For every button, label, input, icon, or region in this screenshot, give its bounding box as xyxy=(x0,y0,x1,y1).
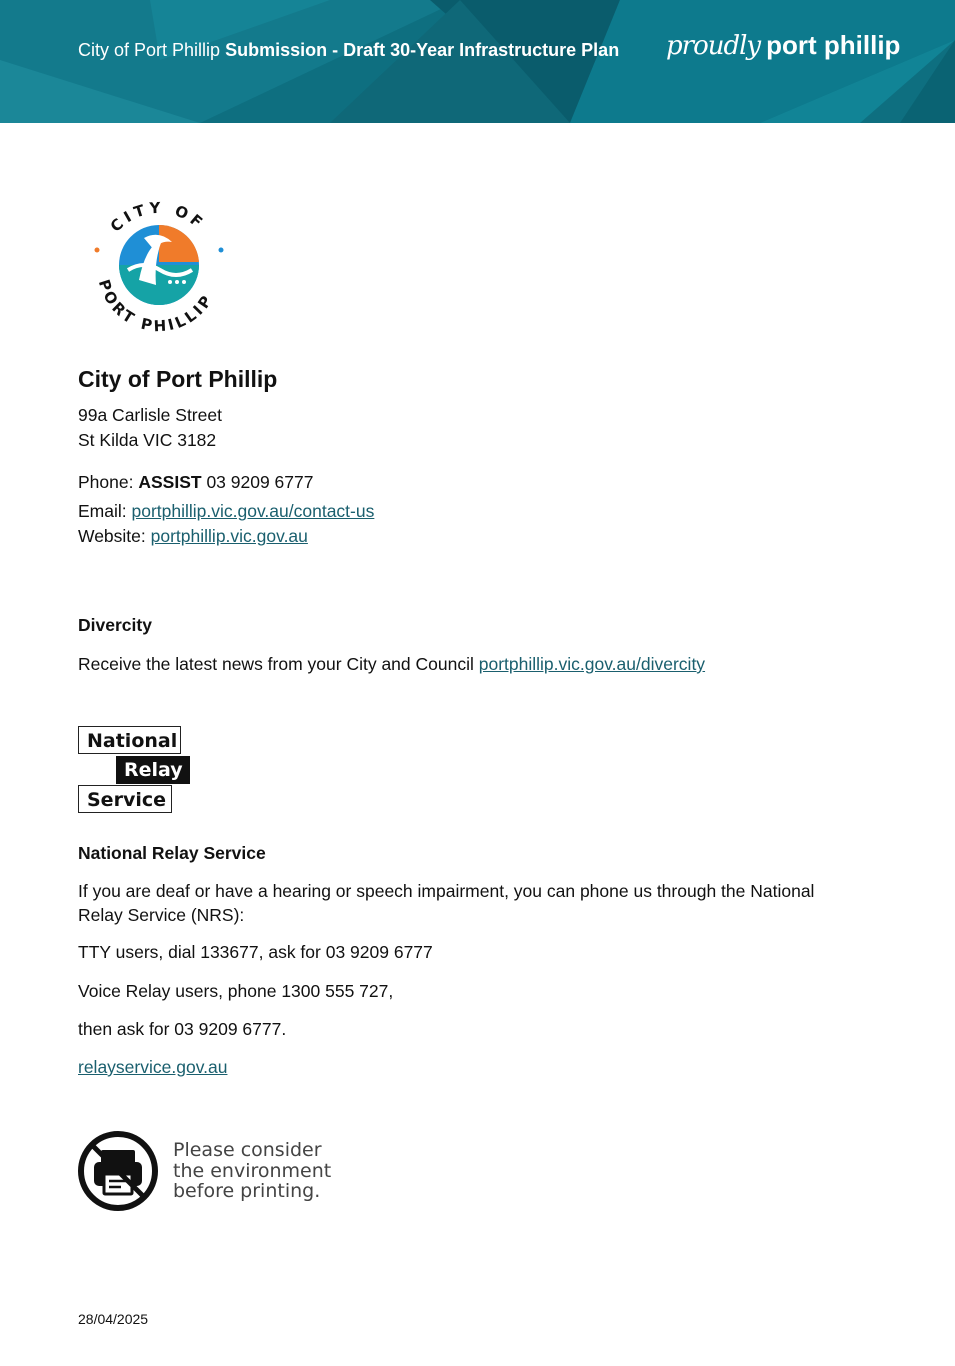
brand-bold: port phillip xyxy=(766,30,901,60)
phone-line xyxy=(78,472,314,493)
org-name: City of Port Phillip xyxy=(78,366,278,392)
svg-text:CITY OF: CITY OF xyxy=(106,198,209,236)
brand-wordmark xyxy=(666,30,900,61)
title-org: City of Port Phillip xyxy=(78,40,221,60)
nrs-logo xyxy=(78,726,198,818)
divercity-link[interactable]: portphillip.vic.gov.au/divercity xyxy=(478,654,706,674)
phone-assist: ASSIST xyxy=(138,472,202,492)
nrs-then: then ask for 03 9209 6777. xyxy=(78,1019,287,1039)
relay-service-link[interactable]: relayservice.gov.au xyxy=(78,1057,228,1077)
phone-label: Phone: xyxy=(78,472,134,492)
banner-background xyxy=(0,0,955,123)
website-line xyxy=(78,526,308,547)
divercity-description: Receive the latest news from your City and Council xyxy=(78,654,474,674)
nrs-intro-line-2: Relay Service (NRS): xyxy=(78,905,245,925)
phone-number: 03 9209 6777 xyxy=(206,472,314,492)
nrs-logo-relay: Relay xyxy=(116,756,190,784)
header-banner xyxy=(0,0,955,123)
eco-line-2: the environment xyxy=(173,1159,332,1182)
document-title xyxy=(78,40,619,61)
divercity-text xyxy=(78,652,705,676)
document-date: 28/04/2025 xyxy=(78,1311,149,1327)
email-line xyxy=(78,501,374,522)
website-link[interactable]: portphillip.vic.gov.au xyxy=(150,526,308,546)
nrs-logo-national: National xyxy=(78,726,181,754)
nrs-logo-service: Service xyxy=(78,785,172,813)
svg-text:PORT PHILLIP: PORT PHILLIP xyxy=(94,277,217,336)
nrs-heading: National Relay Service xyxy=(78,843,266,863)
divercity-heading: Divercity xyxy=(78,615,152,635)
email-link[interactable]: portphillip.vic.gov.au/contact-us xyxy=(131,501,375,521)
no-print-icon xyxy=(77,1130,159,1212)
eco-line-3: before printing. xyxy=(173,1180,321,1202)
title-subject: Submission - Draft 30-Year Infrastructure Plan xyxy=(225,40,620,60)
city-of-port-phillip-logo xyxy=(84,190,234,340)
nrs-link-line xyxy=(78,1055,227,1079)
eco-notice xyxy=(173,1140,331,1202)
address-line-1: 99a Carlisle Street xyxy=(78,405,222,425)
email-label: Email: xyxy=(78,501,127,521)
nrs-voice: Voice Relay users, phone 1300 555 727, xyxy=(78,981,394,1001)
eco-line-1: Please consider xyxy=(173,1139,322,1161)
website-label: Website: xyxy=(78,526,146,546)
address-line-2: St Kilda VIC 3182 xyxy=(78,430,217,450)
nrs-intro-line-1: If you are deaf or have a hearing or speech impairment, you can phone us through the National xyxy=(78,881,815,901)
nrs-tty: TTY users, dial 133677, ask for 03 9209 6777 xyxy=(78,942,433,962)
brand-script: proudly xyxy=(666,31,761,61)
